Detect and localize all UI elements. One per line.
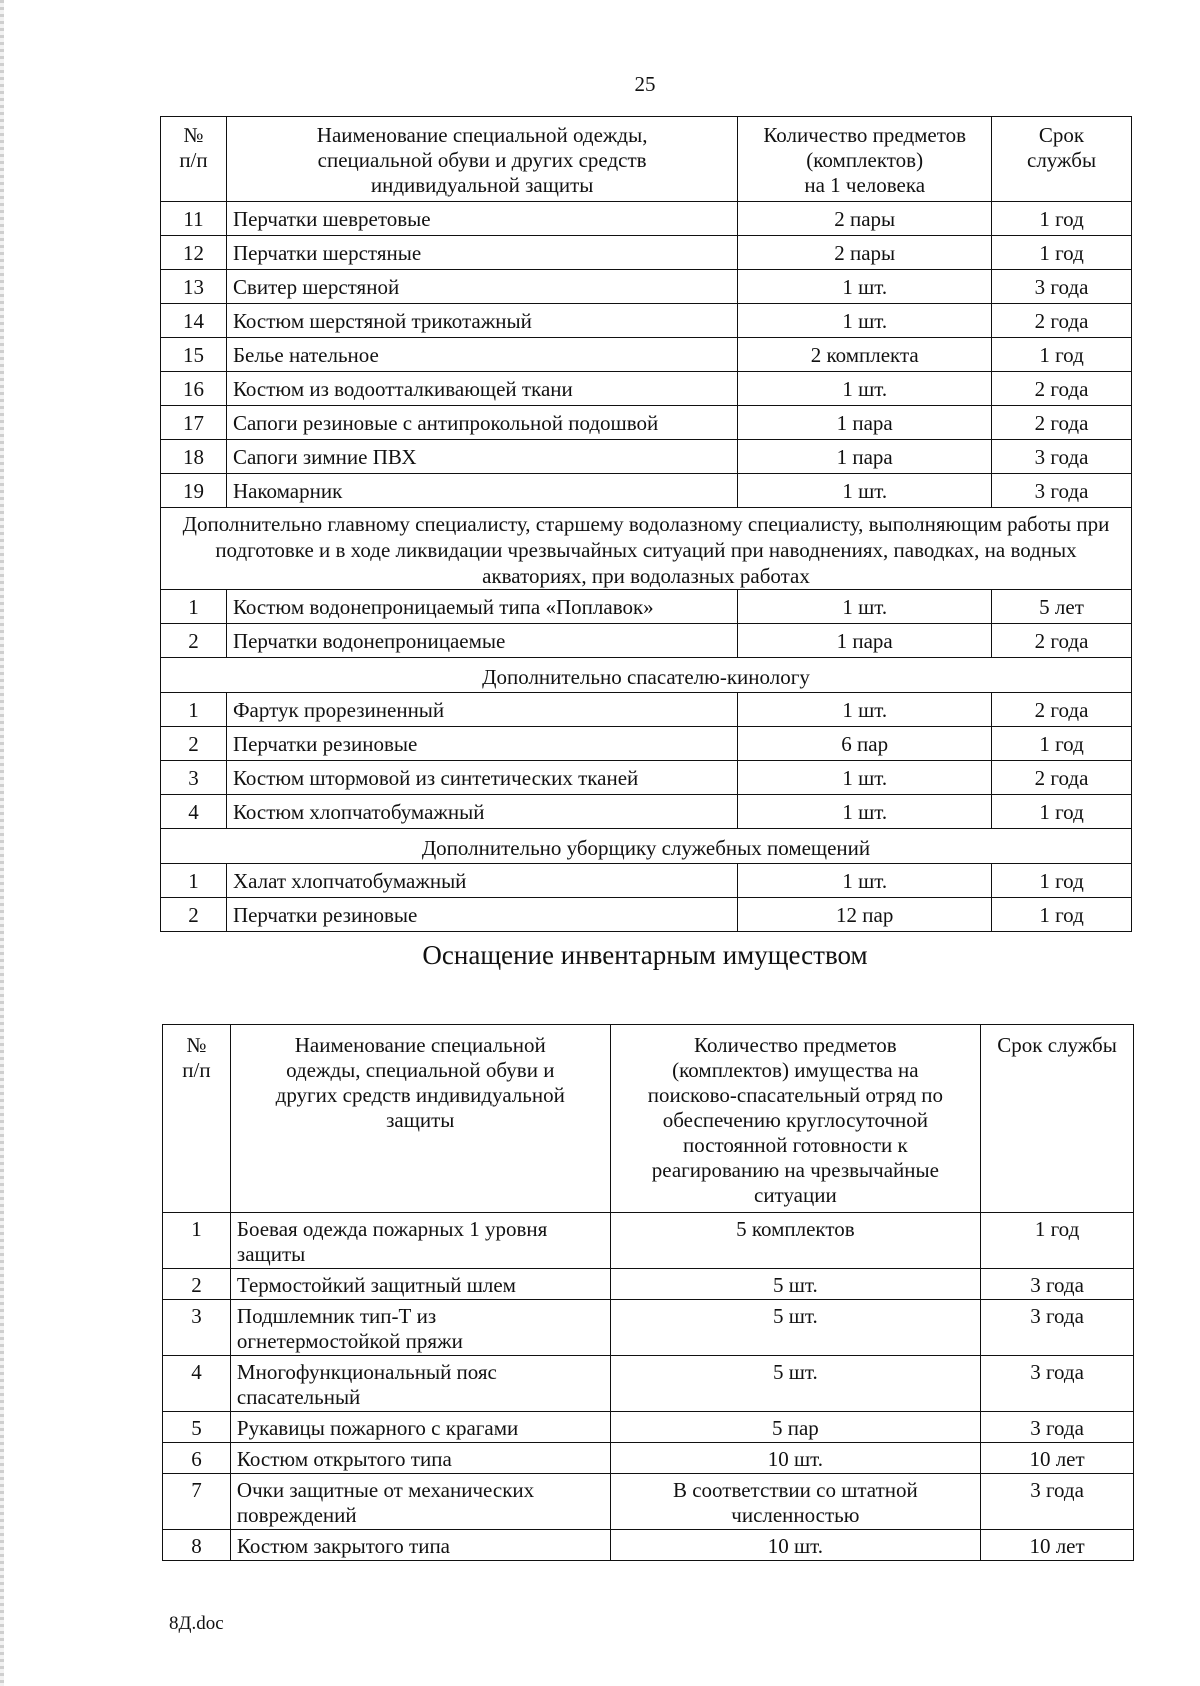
- row-num: 2: [163, 1269, 231, 1300]
- table-row: [161, 898, 1132, 932]
- row-name: Очки защитные от механических повреждений: [230, 1474, 610, 1530]
- ppe-table-header: [161, 117, 1132, 202]
- row-qty: 1 шт.: [738, 693, 992, 727]
- row-term: 5 лет: [992, 590, 1132, 624]
- table-row: [161, 727, 1132, 761]
- row-qty: 1 шт.: [738, 761, 992, 795]
- row-num: 1: [163, 1213, 231, 1269]
- row-num: 16: [161, 372, 227, 406]
- row-num: 19: [161, 474, 227, 508]
- row-name: Сапоги зимние ПВХ: [226, 440, 737, 474]
- row-qty: 5 шт.: [610, 1356, 981, 1412]
- row-name: Фартук прорезиненный: [226, 693, 737, 727]
- row-term: 1 год: [992, 795, 1132, 829]
- row-qty: 1 пара: [738, 624, 992, 658]
- table-row: [163, 1356, 1134, 1412]
- row-term: 2 года: [992, 693, 1132, 727]
- row-term: 1 год: [981, 1213, 1134, 1269]
- row-name: Подшлемник тип-Т из огнетермостойкой пряжи: [230, 1300, 610, 1356]
- row-qty: 1 пара: [738, 406, 992, 440]
- row-qty: 10 шт.: [610, 1530, 981, 1561]
- table-row: [161, 270, 1132, 304]
- row-num: 17: [161, 406, 227, 440]
- row-term: 3 года: [981, 1356, 1134, 1412]
- row-name: Халат хлопчатобумажный: [226, 864, 737, 898]
- row-num: 1: [161, 590, 227, 624]
- table-row: [161, 338, 1132, 372]
- table-row: [161, 590, 1132, 624]
- row-num: 4: [163, 1356, 231, 1412]
- row-name: Перчатки шерстяные: [226, 236, 737, 270]
- scan-edge: [0, 0, 4, 1686]
- row-num: 4: [161, 795, 227, 829]
- row-term: 2 года: [992, 761, 1132, 795]
- row-qty: 1 шт.: [738, 474, 992, 508]
- table-row: [163, 1300, 1134, 1356]
- row-qty: 1 пара: [738, 440, 992, 474]
- row-name: Белье нательное: [226, 338, 737, 372]
- row-term: 2 года: [992, 372, 1132, 406]
- group-title: Дополнительно спасателю-кинологу: [161, 658, 1132, 693]
- row-term: 3 года: [981, 1269, 1134, 1300]
- row-qty: 5 шт.: [610, 1300, 981, 1356]
- row-name: Перчатки резиновые: [226, 727, 737, 761]
- row-name: Боевая одежда пожарных 1 уровня защиты: [230, 1213, 610, 1269]
- inventory-table-header: [163, 1025, 1134, 1213]
- row-qty: 5 шт.: [610, 1269, 981, 1300]
- row-qty: 2 пары: [738, 202, 992, 236]
- row-name: Костюм шерстяной трикотажный: [226, 304, 737, 338]
- row-name: Свитер шерстяной: [226, 270, 737, 304]
- table-row: [161, 372, 1132, 406]
- row-term: 1 год: [992, 898, 1132, 932]
- row-term: 1 год: [992, 202, 1132, 236]
- page-number: 25: [634, 72, 656, 96]
- row-name: Многофункциональный пояс спасательный: [230, 1356, 610, 1412]
- table-row: [161, 624, 1132, 658]
- row-qty: 2 пары: [738, 236, 992, 270]
- table-row: [161, 440, 1132, 474]
- header-num: № п/п: [163, 1025, 231, 1213]
- header-qty: Количество предметов (комплектов) имущества на поисково-спасательный отряд по обеспечению круглосуточной постоянной готовности к реагированию на чрезвычайные ситуации: [610, 1025, 981, 1213]
- group-title: Дополнительно уборщику служебных помещений: [161, 829, 1132, 864]
- table-row: [161, 236, 1132, 270]
- row-name: Термостойкий защитный шлем: [230, 1269, 610, 1300]
- row-name: Перчатки шевретовые: [226, 202, 737, 236]
- row-num: 13: [161, 270, 227, 304]
- row-num: 2: [161, 624, 227, 658]
- row-num: 7: [163, 1474, 231, 1530]
- row-term: 3 года: [981, 1300, 1134, 1356]
- group-title: Дополнительно главному специалисту, старшему водолазному специалисту, выполняющим работы при подготовке и в ходе ликвидации чрезвычайных ситуаций при наводнениях, паводках, на водных акваториях, при водолазных работах: [161, 508, 1132, 590]
- header-term: Срок службы: [992, 117, 1132, 202]
- row-num: 3: [163, 1300, 231, 1356]
- group-header-row: [161, 508, 1132, 590]
- row-qty: 1 шт.: [738, 304, 992, 338]
- row-term: 10 лет: [981, 1530, 1134, 1561]
- row-qty: 12 пар: [738, 898, 992, 932]
- row-num: 1: [161, 864, 227, 898]
- file-name-footer: 8Д.doc: [169, 1613, 224, 1634]
- row-num: 1: [161, 693, 227, 727]
- header-num: № п/п: [161, 117, 227, 202]
- table-row: [161, 406, 1132, 440]
- row-num: 15: [161, 338, 227, 372]
- header-term: Срок службы: [981, 1025, 1134, 1213]
- table-row: [163, 1412, 1134, 1443]
- row-term: 1 год: [992, 338, 1132, 372]
- table-row: [163, 1530, 1134, 1561]
- table-row: [163, 1474, 1134, 1530]
- row-name: Накомарник: [226, 474, 737, 508]
- table-row: [161, 864, 1132, 898]
- row-term: 2 года: [992, 304, 1132, 338]
- row-qty: 1 шт.: [738, 270, 992, 304]
- table-row: [163, 1269, 1134, 1300]
- group-header-row: [161, 658, 1132, 693]
- row-qty: 10 шт.: [610, 1443, 981, 1474]
- header-qty: Количество предметов (комплектов) на 1 человека: [738, 117, 992, 202]
- row-name: Костюм штормовой из синтетических тканей: [226, 761, 737, 795]
- table-row: [163, 1213, 1134, 1269]
- row-name: Перчатки водонепроницаемые: [226, 624, 737, 658]
- row-term: 2 года: [992, 624, 1132, 658]
- section-title: Оснащение инвентарным имуществом: [422, 940, 868, 970]
- row-term: 1 год: [992, 864, 1132, 898]
- row-term: 3 года: [992, 440, 1132, 474]
- row-name: Костюм хлопчатобумажный: [226, 795, 737, 829]
- row-qty: 6 пар: [738, 727, 992, 761]
- table-row: [161, 304, 1132, 338]
- row-name: Костюм закрытого типа: [230, 1530, 610, 1561]
- row-qty: 1 шт.: [738, 590, 992, 624]
- row-num: 3: [161, 761, 227, 795]
- row-num: 2: [161, 727, 227, 761]
- ppe-table: [160, 116, 1132, 932]
- row-name: Костюм открытого типа: [230, 1443, 610, 1474]
- table-row: [161, 761, 1132, 795]
- row-qty: 1 шт.: [738, 795, 992, 829]
- row-name: Костюм из водоотталкивающей ткани: [226, 372, 737, 406]
- row-num: 11: [161, 202, 227, 236]
- table-row: [163, 1443, 1134, 1474]
- row-name: Перчатки резиновые: [226, 898, 737, 932]
- row-term: 3 года: [992, 270, 1132, 304]
- row-qty: 5 пар: [610, 1412, 981, 1443]
- table-row: [161, 202, 1132, 236]
- row-term: 3 года: [992, 474, 1132, 508]
- row-qty: В соответствии со штатной численностью: [610, 1474, 981, 1530]
- row-term: 1 год: [992, 236, 1132, 270]
- header-name: Наименование специальной одежды, специальной обуви и других средств индивидуальной защиты: [230, 1025, 610, 1213]
- row-term: 1 год: [992, 727, 1132, 761]
- row-num: 12: [161, 236, 227, 270]
- row-name: Костюм водонепроницаемый типа «Поплавок»: [226, 590, 737, 624]
- row-num: 5: [163, 1412, 231, 1443]
- row-term: 2 года: [992, 406, 1132, 440]
- row-qty: 1 шт.: [738, 372, 992, 406]
- row-num: 8: [163, 1530, 231, 1561]
- row-num: 6: [163, 1443, 231, 1474]
- row-num: 2: [161, 898, 227, 932]
- row-term: 10 лет: [981, 1443, 1134, 1474]
- row-term: 3 года: [981, 1474, 1134, 1530]
- table-row: [161, 693, 1132, 727]
- row-num: 18: [161, 440, 227, 474]
- row-qty: 5 комплектов: [610, 1213, 981, 1269]
- group-header-row: [161, 829, 1132, 864]
- header-name: Наименование специальной одежды, специальной обуви и других средств индивидуальной защиты: [226, 117, 737, 202]
- row-qty: 2 комплекта: [738, 338, 992, 372]
- table-row: [161, 474, 1132, 508]
- row-name: Рукавицы пожарного с крагами: [230, 1412, 610, 1443]
- row-num: 14: [161, 304, 227, 338]
- inventory-table: [162, 1024, 1134, 1561]
- row-term: 3 года: [981, 1412, 1134, 1443]
- row-name: Сапоги резиновые с антипрокольной подошвой: [226, 406, 737, 440]
- row-qty: 1 шт.: [738, 864, 992, 898]
- table-row: [161, 795, 1132, 829]
